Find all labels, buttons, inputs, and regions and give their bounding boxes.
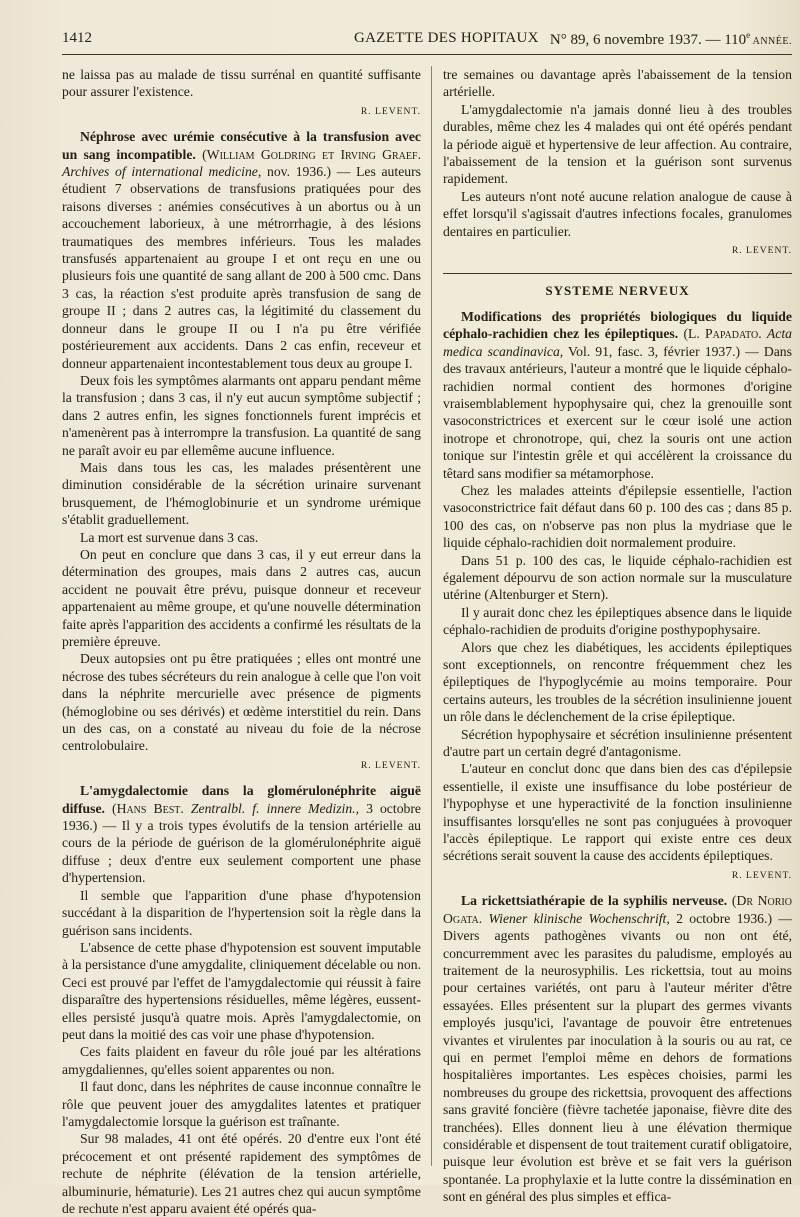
signature: R. LEVENT. <box>731 869 792 881</box>
column-divider <box>431 66 432 1166</box>
paragraph: La mort est survenue dans 3 cas. <box>80 529 259 545</box>
page-number: 1412 <box>62 30 92 46</box>
article-body: 2 octobre 1936.) — Divers agents pathogènes vivants ou non ont été, concurremment avec les parasites du paludisme, employés au traitement de la neurosyphilis. Les rickettsia, tout au moins pour certaines variétés, ont paru à l'auteur mériter d'être essayées. Elles présentent sur la plupart des germes vivants employés jusqu'ici, l'avantage de pouvoir être entretenues vivantes et virulentes par inoculation à la souris ou au rat, ce qui en permet l'emploi même en dehors de formations hospitalières importantes. Les espèces choisies, parmi les nombreuses du groupe des rickettsia, provoquent des affections sans gravité foncière (fièvre tachetée japonaise, fièvre dite des tranchées). Elles donnent lieu à une élévation thermique considérable et dispensent de tout traitement curatif obligatoire, puisque leur évolution est brève et se fait vers la guérison spontanée. La prophylaxie et la lutte contre la dissémination en sont en général des plus simples et effica- <box>443 910 793 1205</box>
article-journal: Wiener klinische Wochenschrift, <box>488 910 670 926</box>
article-title: Néphrose avec urémie consécutive à la transfusion avec un sang incompatible. <box>62 129 421 162</box>
issue-sup: e <box>746 30 751 40</box>
paragraph: Il faut donc, dans les néphrites de cause inconnue connaître le rôle que peuvent jouer des amygdalites latentes et pratiquer l'amygdalectomie lorsque la guérison est traînante. <box>62 1079 421 1129</box>
paragraph: Chez les malades atteints d'épilepsie essentielle, l'action vasoconstrictrice fait défaut dans 60 p. 100 des cas ; dans 85 p. 100 des cas, on n'observe pas non plus la mydriase que le liquide céphalo-rachidien doit normalement produire. <box>443 482 792 551</box>
signature: R. LEVENT. <box>731 245 792 257</box>
article-authors: (L. Papadato. <box>683 326 762 342</box>
article-liquide-cephalo <box>443 308 792 482</box>
signature: R. LEVENT. <box>360 759 421 771</box>
paragraph: Alors que chez les diabétiques, les accidents épileptiques sont exceptionnels, on rencontre fréquemment chez les épileptiques de l'hypoglycémie au moins temporaire. Pour certains auteurs, les troubles de la sécrétion insulinienne jouent un rôle dans le déclenchement de la crise épileptique. <box>443 639 792 725</box>
article-rickettsia <box>443 892 792 1205</box>
running-header <box>62 30 792 55</box>
article-body: Vol. 91, fasc. 3, février 1937.) — Dans des travaux antérieurs, l'auteur a montré que le liquide céphalo-rachidien normal contient des hormones d'origine vraisemblablement hypophysaire qui, chez la grenouille sont vasoconstrictrices et exercent sur le cœur isolé une action inotrope et chronotrope, qui, chez la souris ont une action tonique sur l'intestin grêle et qui accélèrent la croissance du têtard sans modifier sa métamorphose. <box>443 343 792 481</box>
paragraph: Ces faits plaident en faveur du rôle joué par les altérations amygdaliennes, qu'elles soient apparentes ou non. <box>62 1044 421 1077</box>
paragraph: L'auteur en conclut donc que dans bien des cas d'épilepsie essentielle, il existe une insuffisance du lobe postérieur de l'hypophyse et une hyperactivité de la fonction insulinienne insuffisantes lorsqu'elles ne sont pas conjuguées à provoquer l'accès épileptique. Le rapport qui existe entre ces deux sécrétions serait souvent la cause des accidents épileptiques. <box>443 761 792 864</box>
section-heading: SYSTEME NERVEUX <box>443 273 792 299</box>
paragraph: Dans 51 p. 100 des cas, le liquide céphalo-rachidien est également dépourvu de son action normale sur la musculature utérine (Altenburger et Stern). <box>443 552 792 603</box>
paragraph: Mais dans tous les cas, les malades présentèrent une diminution considérable de la sécrétion urinaire survenant brusquement, de l'hémoglobinurie et un syndrome urémique s'établit graduellement. <box>62 459 421 528</box>
article-journal: Zentralbl. f. innere Medizin., <box>190 800 360 816</box>
continued-paragraph: ne laissa pas au malade de tissu surrénal en quantité suffisante pour assurer l'existence. <box>62 67 421 100</box>
article-body: 3 octobre 1936.) — Il y a trois types évolutifs de la tension artérielle au cours de la période de guérison de la glomérulonéphrite aiguë diffuse ; deux d'entre eux seulement comportent une phase d'hypertension. <box>62 800 422 886</box>
article-body: nov. 1936.) — Les auteurs étudient 7 observations de transfusions pratiquées pour des raisons diverses : anémies consécutives à un abortus ou à un accouchement laborieux, à une métrorrhagie, à des lésions traumatiques des membres inférieurs. Tous les malades transfusés appartenaient au groupe I et ont reçu en une ou plusieurs fois une quantité de sang allant de 200 à 500 cmc. Dans 3 cas, la réaction s'est produite après transfusion de sang de groupe II ; dans 2 autres cas, la légitimité du classement du donneur dans le groupe II ou I n'a pu être vérifiée postérieurement aux accidents. Dans 2 cas enfin, receveur et donneur appartenaient incontestablement tous deux au groupe I. <box>62 164 422 371</box>
journal-title: GAZETTE DES HOPITAUX <box>354 30 539 46</box>
paragraph: Il semble que l'apparition d'une phase d'hypotension succédant à la disparition de l'hypertension soit la règle dans la guérison sans incidents. <box>62 887 421 938</box>
article-authors: (Dr Norio Ogata. <box>443 893 792 926</box>
paragraph: On peut en conclure que dans 3 cas, il y eut erreur dans la détermination des groupes, mais dans 2 autres cas, aucun accident ne pouvait être prévu, puisque donneur et receveur appartenaient au même groupe, et qu'une nouvelle détermination faite après l'apparition des accidents a confirmé les résultats de la première épreuve. <box>62 546 421 649</box>
issue-suffix: ANNÉE. <box>750 36 792 47</box>
article-nephrose <box>62 128 421 372</box>
paragraph: Deux autopsies ont pu être pratiquées ; elles ont montré une nécrose des tubes sécréteurs du rein analogue à celle que l'on voit dans la néphrite mercurielle avec présence de pigments (hémoglobine ou ses dérivés) et œdème interstitiel du rein. Dans un des cas, on a constaté au niveau du foie de la nécrose centrolobulaire. <box>62 651 421 754</box>
paragraph: L'absence de cette phase d'hypotension est souvent imputable à la persistance d'une amygdalite, cliniquement décelable ou non. Ceci est prouvé par l'effet de l'amygdalectomie qui réussit à faire disparaître des hypertensions résiduelles, même légères, eussent-elles persisté jusqu'à quatre mois. Après l'amygdalectomie, on peut dans la moitié des cas voir une phase d'hypotension. <box>62 939 421 1042</box>
paragraph: Les auteurs n'ont noté aucune relation analogue de cause à effet lorsqu'il s'agissait d'autres infections focales, granulomes dentaires en particulier. <box>443 188 792 239</box>
signature: R. LEVENT. <box>360 105 421 117</box>
issue-line <box>550 30 792 49</box>
paragraph: Sécrétion hypophysaire et sécrétion insulinienne présentent d'autre part un certain degré d'antagonisme. <box>443 726 792 760</box>
paragraph: Il y aurait donc chez les épileptiques absence dans le liquide céphalo-rachidien de produits d'origine posthypophysaire. <box>443 604 792 638</box>
article-authors: (Hans Best. <box>112 800 184 816</box>
article-title: La rickettsiathérapie de la syphilis nerveuse. <box>461 893 728 909</box>
article-amygdalectomie <box>62 782 421 886</box>
right-column <box>443 66 792 1206</box>
paragraph: L'amygdalectomie n'a jamais donné lieu à des troubles durables, même chez les 4 malades qui ont été opérés pendant la période aiguë et hypertensive de leur affection. Au contraire, l'abaissement de la tension et la guérison sont survenus rapidement. <box>443 101 792 187</box>
paragraph: Deux fois les symptômes alarmants ont apparu pendant même la transfusion ; dans 3 cas, il n'y eut aucun symptôme subjectif ; dans 2 autres enfin, les signes fonctionnels furent imprécis et n'amenèrent pas à interrompre la transfusion. La quantité de sang ne paraît avoir eu par ellemême aucune influence. <box>62 372 421 458</box>
continued-paragraph: tre semaines ou davantage après l'abaissement de la tension artérielle. <box>443 67 792 100</box>
article-authors: (William Goldring et Irving Graef. <box>202 146 421 162</box>
article-journal: Archives of international medicine, <box>62 164 262 180</box>
paragraph: Sur 98 malades, 41 ont été opérés. 20 d'entre eux l'ont été précocement et ont présenté rapidement des symptômes de rechute de néphrite (élévation de la tension artérielle, albuminurie, hématurie). Les 21 autres chez qui aucun symptôme de rechute n'est apparu avaient été opérés qua- <box>62 1131 421 1216</box>
article-journal: Acta medica scandinavica, <box>443 326 793 359</box>
article-title: L'amygdalectomie dans la glomérulonéphrite aiguë diffuse. <box>62 783 421 816</box>
left-column <box>62 66 421 1217</box>
issue-text: N° 89, 6 novembre 1937. — 110 <box>549 32 747 48</box>
article-title: Modifications des propriétés biologiques du liquide céphalo-rachidien chez les épileptiques. <box>443 308 792 342</box>
